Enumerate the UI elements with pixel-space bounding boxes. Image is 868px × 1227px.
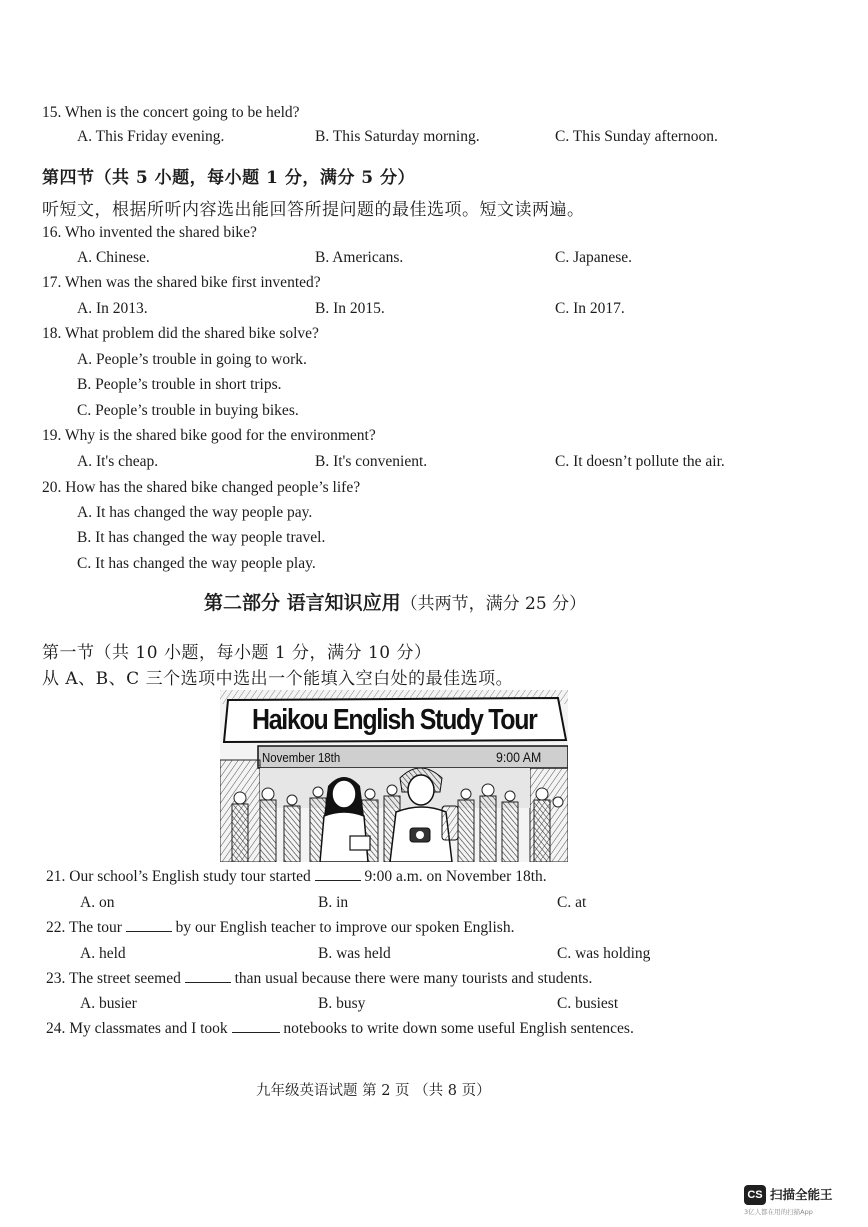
question-22 bbox=[46, 919, 514, 937]
question-16: 16. Who invented the shared bike? bbox=[42, 224, 257, 241]
q16-option-a: A. Chinese. bbox=[77, 249, 150, 266]
question-19: 19. Why is the shared bike good for the environment? bbox=[42, 427, 376, 444]
q22-option-b: B. was held bbox=[318, 945, 391, 962]
q15-option-c: C. This Sunday afternoon. bbox=[555, 128, 718, 145]
q21-text-start: 21. Our school’s English study tour started bbox=[46, 868, 315, 885]
question-21 bbox=[46, 868, 547, 886]
banner-title: Haikou English Study Tour bbox=[252, 704, 537, 736]
q17-option-c: C. In 2017. bbox=[555, 300, 625, 317]
scanner-logo-icon: CS bbox=[744, 1185, 766, 1205]
q20-option-a: A. It has changed the way people pay. bbox=[77, 504, 313, 521]
q22-option-c: C. was holding bbox=[557, 945, 651, 962]
q16-option-b: B. Americans. bbox=[315, 249, 404, 266]
scanner-app-name: 扫描全能王 bbox=[770, 1187, 833, 1202]
q18-option-c: C. People’s trouble in buying bikes. bbox=[77, 402, 299, 419]
section-1-heading: 第一节（共 10 小题，每小题 1 分，满分 10 分） bbox=[42, 643, 432, 663]
q22-blank bbox=[126, 919, 172, 932]
question-17: 17. When was the shared bike first invented? bbox=[42, 274, 321, 291]
scanner-watermark bbox=[744, 1183, 856, 1217]
q23-option-a: A. busier bbox=[80, 995, 137, 1012]
q19-option-b: B. It's convenient. bbox=[315, 453, 428, 470]
q23-option-c: C. busiest bbox=[557, 995, 619, 1012]
question-15: 15. When is the concert going to be held? bbox=[42, 104, 300, 121]
q18-option-a: A. People’s trouble in going to work. bbox=[77, 351, 307, 368]
q21-option-b: B. in bbox=[318, 894, 349, 911]
question-20: 20. How has the shared bike changed people’s life? bbox=[42, 479, 361, 496]
q21-blank bbox=[315, 868, 361, 881]
q21-text-end: 9:00 a.m. on November 18th. bbox=[360, 868, 547, 885]
banner-date: November 18th bbox=[262, 750, 341, 765]
section-4-instruction: 听短文，根据所听内容选出能回答所提问题的最佳选项。短文读两遍。 bbox=[42, 200, 585, 220]
q22-text-end: by our English teacher to improve our spoken English. bbox=[171, 919, 515, 936]
q22-option-a: A. held bbox=[80, 945, 126, 962]
q21-option-c: C. at bbox=[557, 894, 587, 911]
q23-blank bbox=[185, 970, 231, 983]
q17-option-b: B. In 2015. bbox=[315, 300, 385, 317]
q24-blank bbox=[232, 1020, 280, 1033]
q16-option-c: C. Japanese. bbox=[555, 249, 633, 266]
q23-text-start: 23. The street seemed bbox=[46, 970, 185, 987]
part-2-title: 第二部分 语言知识应用 bbox=[204, 592, 401, 614]
question-18: 18. What problem did the shared bike solve? bbox=[42, 325, 319, 342]
q20-option-b: B. It has changed the way people travel. bbox=[77, 529, 326, 546]
part-2-heading bbox=[204, 588, 586, 615]
scanner-tagline: 3亿人都在用的扫描App bbox=[744, 1208, 813, 1216]
q24-text-start: 24. My classmates and I took bbox=[46, 1020, 232, 1037]
q24-text-end: notebooks to write down some useful English sentences. bbox=[279, 1020, 634, 1037]
q21-option-a: A. on bbox=[80, 894, 115, 911]
section-4-heading: 第四节（共 5 小题，每小题 1 分，满分 5 分） bbox=[42, 168, 415, 188]
study-tour-illustration bbox=[220, 690, 568, 862]
q23-option-b: B. busy bbox=[318, 995, 366, 1012]
q19-option-c: C. It doesn’t pollute the air. bbox=[555, 453, 725, 470]
q18-option-b: B. People’s trouble in short trips. bbox=[77, 376, 282, 393]
q15-option-b: B. This Saturday morning. bbox=[315, 128, 480, 145]
page-footer: 九年级英语试题 第 2 页 （共 8 页） bbox=[256, 1083, 491, 1099]
q15-option-a: A. This Friday evening. bbox=[77, 128, 225, 145]
question-23 bbox=[46, 970, 592, 988]
section-1-instruction: 从 A、B、C 三个选项中选出一个能填入空白处的最佳选项。 bbox=[42, 669, 514, 689]
q23-text-end: than usual because there were many tourists and students. bbox=[230, 970, 593, 987]
q19-option-a: A. It's cheap. bbox=[77, 453, 159, 470]
q17-option-a: A. In 2013. bbox=[77, 300, 148, 317]
q22-text-start: 22. The tour bbox=[46, 919, 126, 936]
part-2-subtitle: （共两节，满分 25 分） bbox=[400, 594, 587, 614]
q20-option-c: C. It has changed the way people play. bbox=[77, 555, 316, 572]
question-24 bbox=[46, 1020, 634, 1038]
banner-time: 9:00 AM bbox=[496, 749, 542, 765]
